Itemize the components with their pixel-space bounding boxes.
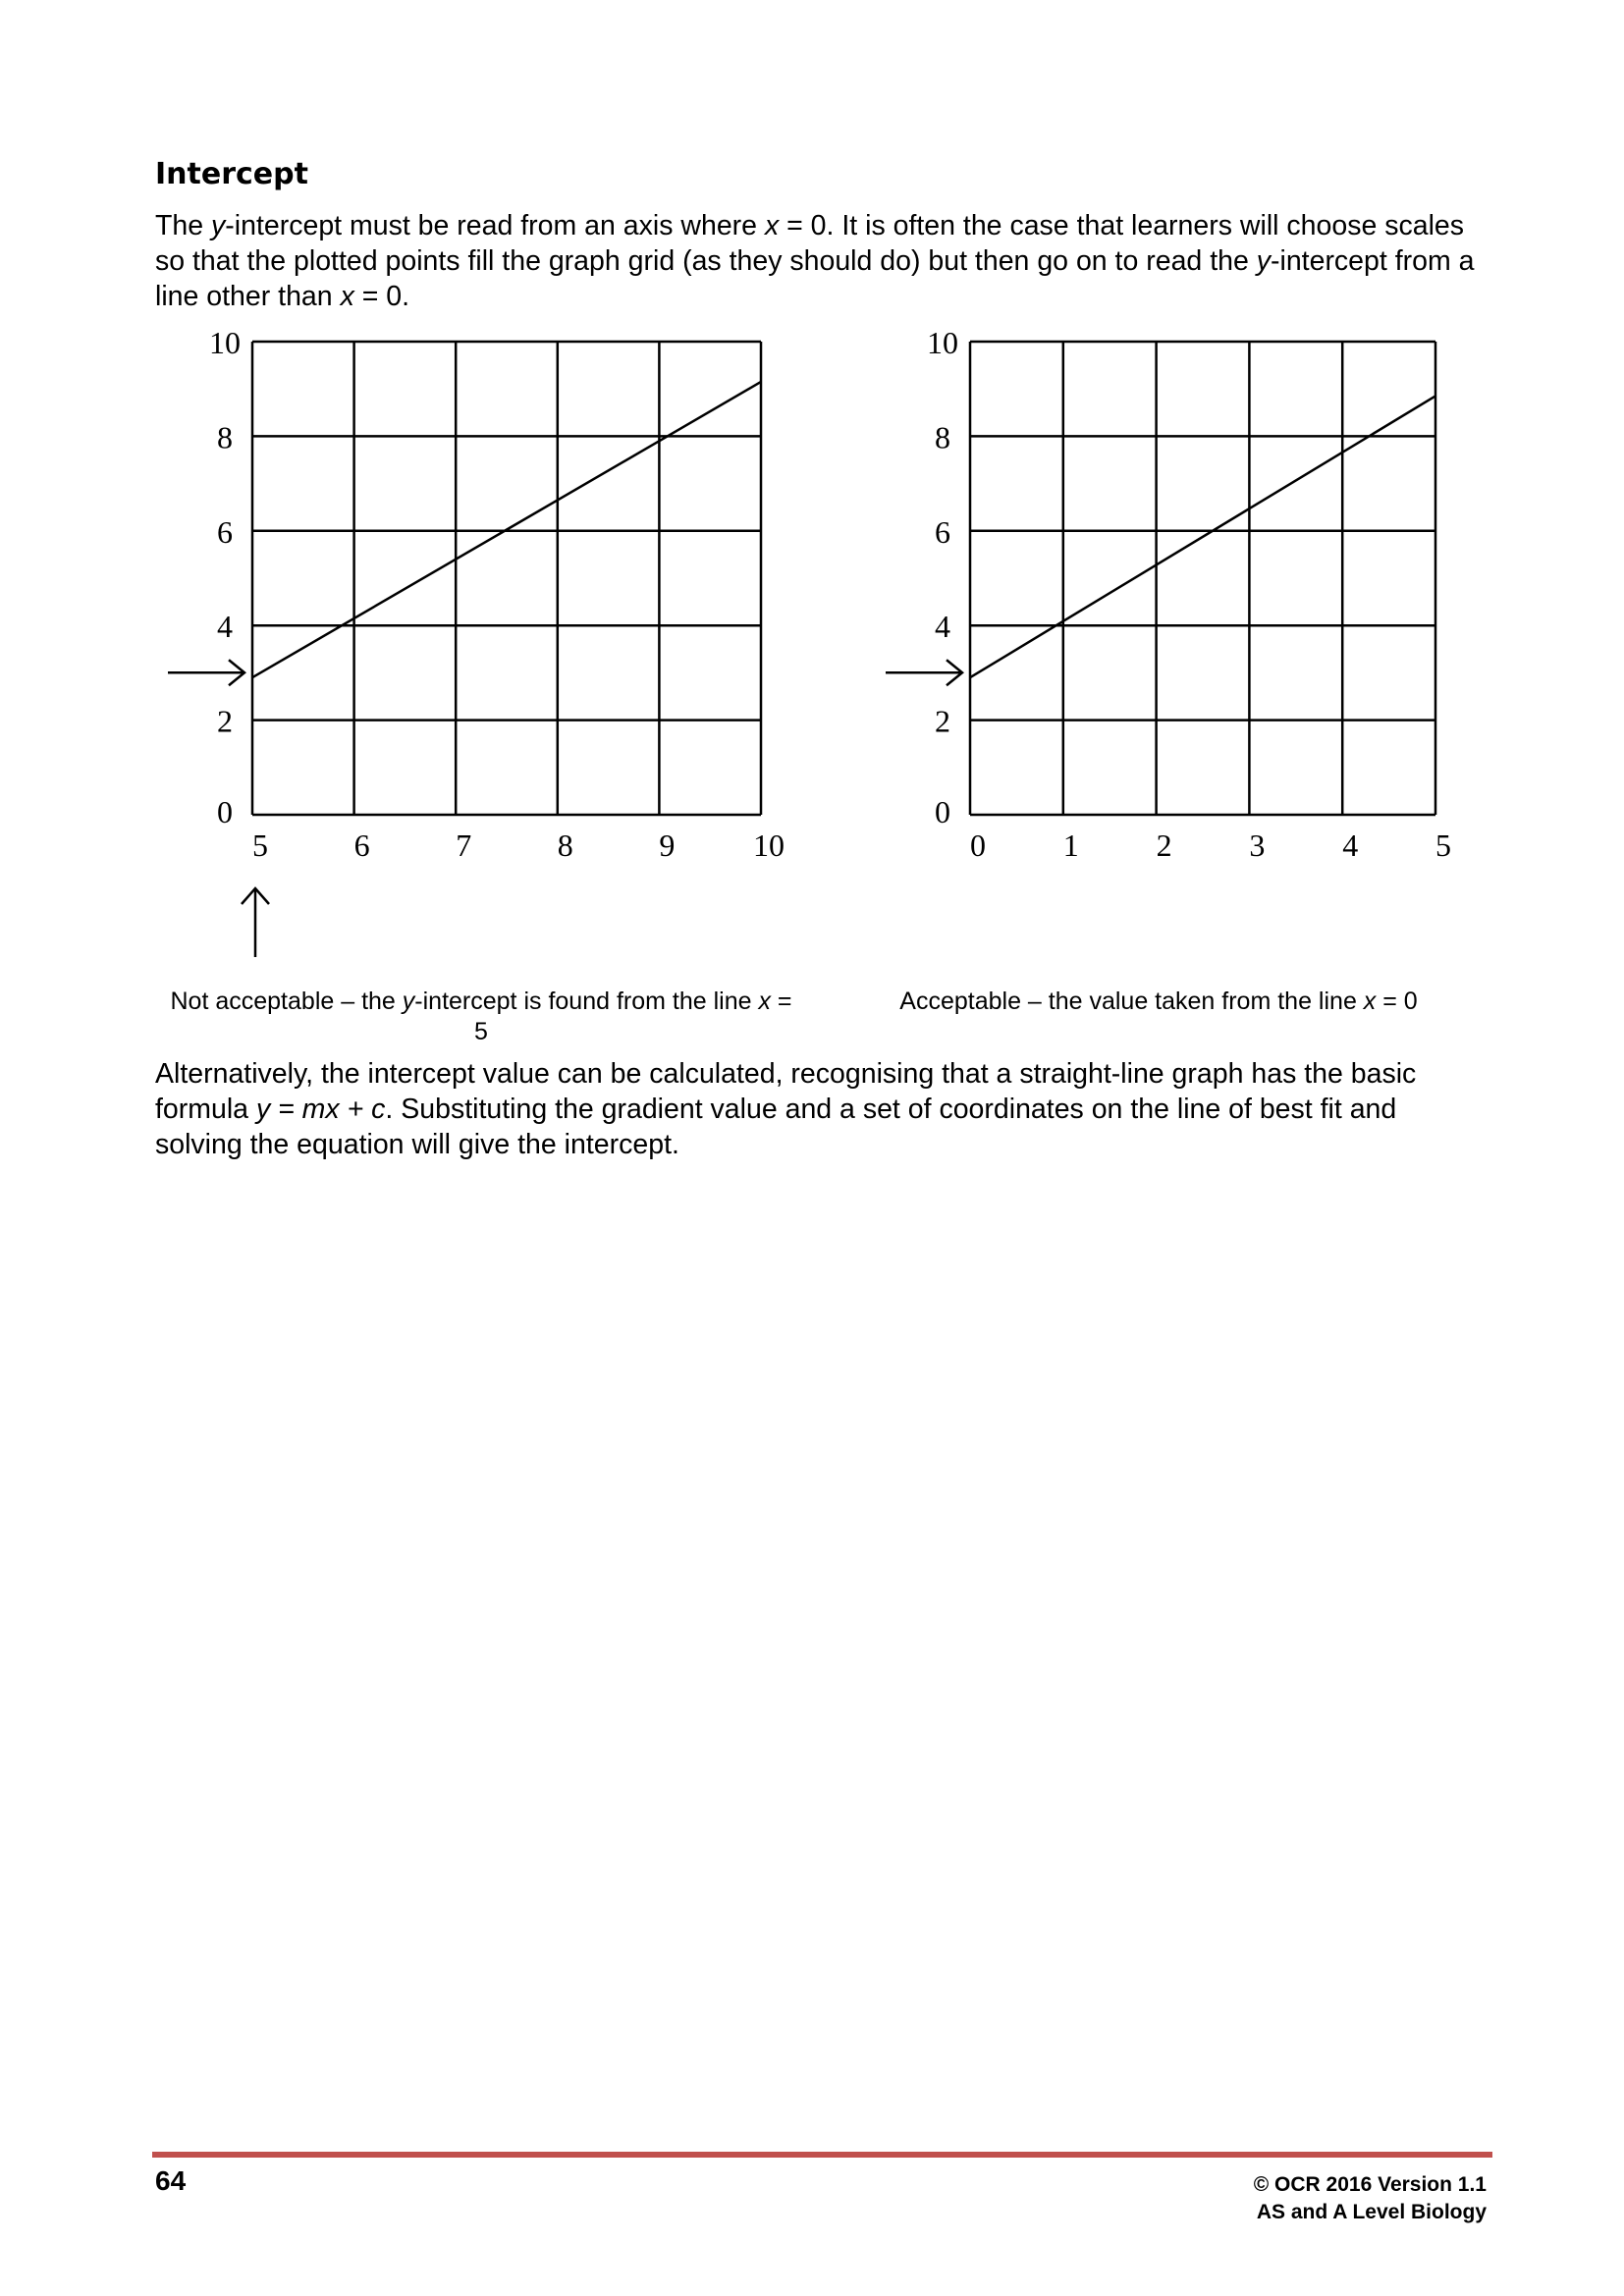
y-tick-label: 8 (935, 419, 950, 455)
x-tick-label: 5 (1435, 828, 1451, 863)
x-tick-label: 9 (659, 828, 676, 863)
x-tick-label: 4 (1342, 828, 1359, 863)
x-tick-label: 6 (353, 828, 370, 863)
y-tick-label: 10 (209, 325, 241, 360)
intro-paragraph: The y-intercept must be read from an axis where x = 0. It is often the case that learners will choose scales so that the plotted points fill the graph grid (as they should do) but then go on to read the y-intercept from a line other than x = 0. (155, 210, 1475, 312)
y-tick-label: 4 (217, 609, 233, 645)
x-tick-label: 10 (753, 828, 785, 863)
caption-not-acceptable: Not acceptable – the y-intercept is found from the line x = 5 (170, 988, 792, 1045)
x-tick-label: 1 (1062, 828, 1079, 863)
chart-acceptable (835, 324, 1483, 972)
copyright-line: © OCR 2016 Version 1.1 (1253, 2173, 1487, 2196)
x-tick-label: 0 (970, 828, 986, 863)
chart-not-acceptable (147, 324, 795, 972)
y-tick-label: 10 (927, 325, 958, 360)
section-heading: Intercept (155, 157, 308, 191)
y-tick-label: 0 (935, 794, 950, 829)
caption-acceptable: Acceptable – the value taken from the line x = 0 (899, 988, 1418, 1015)
y-tick-label: 4 (935, 609, 950, 645)
subject-line: AS and A Level Biology (1256, 2201, 1487, 2223)
y-tick-label: 8 (217, 419, 233, 455)
y-tick-label: 2 (935, 703, 950, 739)
footer-rule (152, 2152, 1492, 2158)
page-number: 64 (155, 2165, 187, 2196)
x-tick-label: 7 (456, 828, 472, 863)
alternative-paragraph: Alternatively, the intercept value can be calculated, recognising that a straight-line graph has the basic formula y = mx + c. Substituting the gradient value and a set of coordinates on the line of best fit and solving the equation will give the intercept. (155, 1058, 1417, 1160)
y-tick-label: 6 (217, 513, 233, 550)
y-tick-label: 2 (217, 703, 233, 739)
x-tick-label: 3 (1249, 828, 1266, 863)
x-tick-label: 8 (557, 828, 573, 863)
footer-credits (1254, 2171, 1487, 2226)
best-fit-line (970, 396, 1435, 677)
x-tick-label: 2 (1156, 828, 1172, 863)
y-tick-label: 0 (217, 794, 233, 829)
y-tick-label: 6 (935, 513, 950, 550)
x-tick-label: 5 (252, 828, 268, 863)
